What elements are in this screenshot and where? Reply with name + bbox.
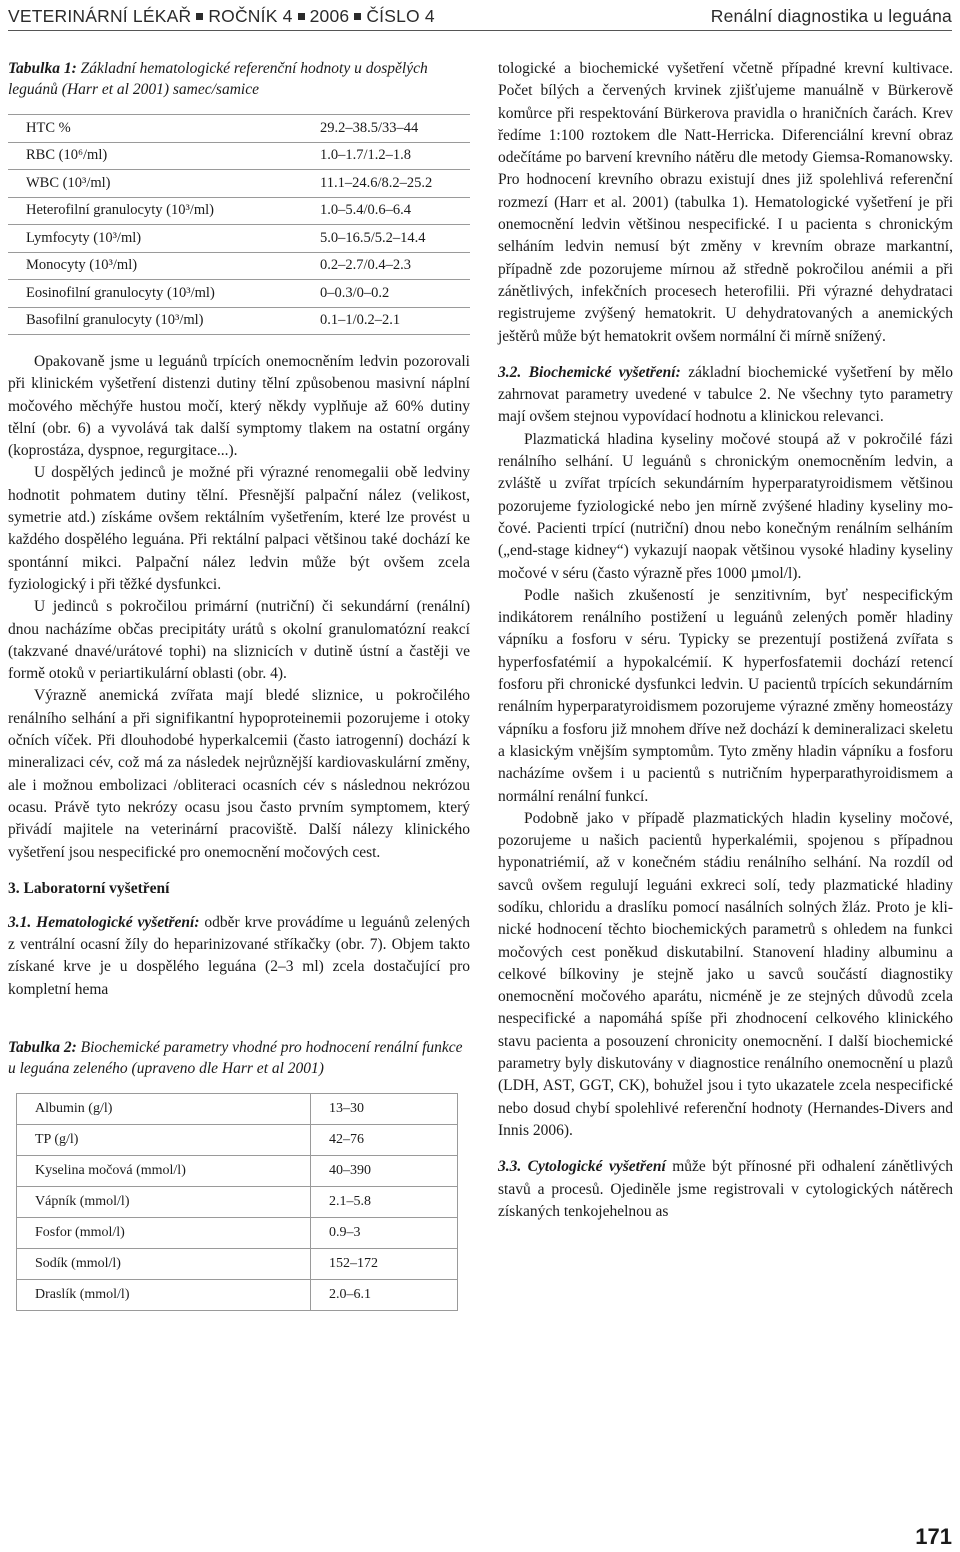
subsection-label: 3.1. Hematologické vyšetření: (8, 913, 200, 931)
subsection-label: 3.3. Cytologické vyšetření (498, 1158, 666, 1176)
value-cell: 0.2–2.7/0.4–2.3 (320, 252, 470, 280)
journal-name: VETERINÁRNÍ LÉKAŘ (8, 6, 192, 26)
subsection-label: 3.2. Biochemické vyšetření: (498, 363, 681, 381)
table-row (17, 1280, 458, 1311)
table2-caption (8, 1037, 470, 1079)
table-row (17, 1249, 458, 1280)
table2 (16, 1093, 458, 1311)
table1-label: Tabulka 1: (8, 60, 77, 77)
journal-volume: ROČNÍK 4 (208, 6, 293, 26)
section-title: Renální diagnostika u leguána (710, 6, 952, 26)
table-row (8, 197, 470, 225)
value-cell: 1.0–5.4/0.6–6.4 (320, 197, 470, 225)
section-heading: 3. Laboratorní vyšetření (8, 879, 170, 897)
page-header (8, 4, 952, 28)
param-cell: Basofilní granulocyty (10³/ml) (8, 307, 320, 335)
subsection-text: může být přínosné při odhalení zánětlivých stavů a procesů. Ojediněle jsme registrovali v cytologických nátěrech získaných tenkojehelnou as (498, 1158, 953, 1220)
separator-square-icon (298, 13, 305, 20)
paragraph: U dospělých jedinců je možné při výrazné renomegalii obě ledviny hodnotit pohmatem dutiny tělní. Přesnější palpační nález (velikost, symetrie atd.) získáme ovšem rektálním vyšetřením, které lze provést u každého dospělého leguána. Při rektální palpaci většinou také dochází ke spontánní mikci. Palpační nález ledvin může být ovšem zcela fyziologický i při těžké dysfunkci. (8, 464, 470, 593)
value-cell: 0.9–3 (311, 1218, 458, 1249)
left-body-text (8, 351, 470, 864)
param-cell: RBC (10⁶/ml) (8, 142, 320, 170)
param-cell: WBC (10³/ml) (8, 170, 320, 198)
value-cell: 40–390 (311, 1156, 458, 1187)
value-cell: 0.1–1/0.2–2.1 (320, 307, 470, 335)
subsection-3-3 (498, 1156, 953, 1223)
table-row (8, 142, 470, 170)
journal-info (8, 6, 435, 27)
paragraph: Podobně jako v případě plazmatických hladin kyseliny močové, pozorujeme u našich pacientů hyperkalémii, spojenou s případnou hyponatriémií, až v konečném stádiu renálního selhání. Na rozdíl od savců ovšem regulují leguáni exkreci solí, tedy plazmatické hladiny sodíku, chloridu a draslíku pomocí nasálních solných žláz. Proto je klinické hodnocení těchto biochemických parametrů s ohledem na funkci močových cest poněkud diskutabilní. Stanovení hladiny albuminu a celkové bílkoviny je stejně jako u savců součástí diagnostiky onemocnění močového aparátu, nicméně je ze stejných důvodů zcela nespecifické a napomáhá spíše při zhodnocení celkového klinického stavu pacienta a posouzení chronicity onemocnění. I další biochemické parametry byly diskutovány v diagnostice renálního onemocnění u plazů (LDH, AST, GGT, CK), bohužel jsou i tyto ukazatele zcela nespecifické nebo dosud chybí spolehlivé referenční hodnoty (Hernandes-Divers and Innis 2006). (498, 809, 953, 1139)
value-cell: 29.2–38.5/33–44 (320, 115, 470, 143)
table-row (17, 1125, 458, 1156)
header-rule (8, 30, 952, 31)
journal-issue: ČÍSLO 4 (366, 6, 435, 26)
value-cell: 0–0.3/0–0.2 (320, 280, 470, 308)
table-row (17, 1218, 458, 1249)
table-row (17, 1187, 458, 1218)
value-cell: 1.0–1.7/1.2–1.8 (320, 142, 470, 170)
table1-caption (8, 58, 470, 100)
param-cell: HTC % (8, 115, 320, 143)
param-cell: Albumin (g/l) (17, 1094, 311, 1125)
separator-square-icon (196, 13, 203, 20)
table2-label: Tabulka 2: (8, 1039, 77, 1057)
paragraph: Opakovaně jsme u leguánů trpících onemocněním ledvin pozorovali při klinickém vyšetření distenzi dutiny tělní způsobenou masivní náplní močového měchýře hustou močí, který někdy vyplňuje až 60% dutiny tělní (obr. 6) a vyvolává tak další symptomy tlakem na ostatní orgány (koprostáza, dyspnoe, regurgitace...). (8, 353, 470, 460)
subsection-text: odběr krve provádíme u leguánů zelených z ventrální ocasní žíly do heparinizované stříkačky (obr. 7). Objem takto získané krve je u dospělého leguána (2–3 ml) zcela dostačující pro kompletní hema (8, 913, 470, 998)
param-cell: Monocyty (10³/ml) (8, 252, 320, 280)
table-row (8, 280, 470, 308)
table-row (8, 115, 470, 143)
paragraph: tologické a biochemické vyšetření včetně případné krevní kultivace. Počet bílých a červených krvinek zjišťujeme manuálně v Bürkerově komůrce při respektování Bürkerova pravidla o hraničních čarách. Krev ředíme 1:100 roztokem dle Natt-Herricka. Diferenciální krevní obraz odečítáme po barvení krevního nátěru dle metody Giemsa-Romanowsky. Pro hodnocení krevního obrazu existují dnes již spolehlivá referenční rozmezí (Harr et al. 2001) (tabulka 1). Hematologické vyšetření je při onemocnění ledvin většinou nespecifické. I u pacienta s chronickým selháním ledvin nemusí být změny v krevním obraze markantní, případně zde pozorujeme mírnou až středně pokročilou anémii a při zánětlivých, infekčních procesech heterofilii. Při výrazné dehydrataci registrujeme zvýšený hematokrit. U dehydratovaných a anemických ještěrů může být hematokrit ovšem normální či mírně snížený. (498, 60, 953, 345)
param-cell: Lymfocyty (10³/ml) (8, 225, 320, 253)
subsection-3-2 (498, 362, 953, 429)
param-cell: TP (g/l) (17, 1125, 311, 1156)
table-row (8, 252, 470, 280)
subsection-text: základní biochemické vyšetření by mělo zahrnovat parametry uvedené v tabulce 2. Ne všechny tyto parametry mají ovšem stejnou vypovídací hodnotu a klinickou relevanci. (498, 363, 954, 426)
table1 (8, 114, 470, 335)
param-cell: Sodík (mmol/l) (17, 1249, 311, 1280)
value-cell: 5.0–16.5/5.2–14.4 (320, 225, 470, 253)
paragraph: Plazmatická hladina kyseliny močové stoupá až v pokročilé fázi renálního selhání. U leguánů s chronickým onemocněním ledvin, a zvláště u zvířat trpících sekundárním hyperparatyroidismem většinou pozorujeme fyziologické nebo jen mírně zvýšené hladiny kyseliny močové. Pacienti trpící (nutriční) dnou nebo konečným renálním selháním („end-stage kidney“) vykazují naopak většinou vysoké hladiny kyseliny močové v séru (často výrazně přes 1000 µmol/l). (498, 430, 953, 582)
right-column (498, 58, 953, 1223)
param-cell: Fosfor (mmol/l) (17, 1218, 311, 1249)
param-cell: Kyselina močová (mmol/l) (17, 1156, 311, 1187)
paragraph: U jedinců s pokročilou primární (nutriční) či sekundární (renální) dnou nacházíme občas precipitáty urátů s okolní granulomatózní reakcí (takzvané dnavé/urátové tophi) na sliznicích v dutině ústní a častěji ve formě otoků v periartikulární oblasti (obr. 4). (8, 598, 470, 683)
param-cell: Heterofilní granulocyty (10³/ml) (8, 197, 320, 225)
table-row (8, 307, 470, 335)
value-cell: 152–172 (311, 1249, 458, 1280)
value-cell: 2.0–6.1 (311, 1280, 458, 1311)
value-cell: 13–30 (311, 1094, 458, 1125)
page-number: 171 (915, 1524, 952, 1549)
param-cell: Vápník (mmol/l) (17, 1187, 311, 1218)
table-row (17, 1094, 458, 1125)
separator-square-icon (354, 13, 361, 20)
table-row (17, 1156, 458, 1187)
left-column (8, 58, 470, 1311)
value-cell: 2.1–5.8 (311, 1187, 458, 1218)
table1-caption-text: Základní hematologické referenční hodnoty u dospělých leguánů (Harr et al 2001) samec/samice (8, 60, 428, 98)
param-cell: Eosinofilní granulocyty (10³/ml) (8, 280, 320, 308)
paragraph: Podle našich zkušeností je senzitivním, byť nespecifickým indikátorem renálního postižení u leguánů zelených poměr hladiny vápníku a fosforu v séru. Typicky se prezentují postižená zvířata s hyperfosfatémií a hypokalcémií. K hyperfosfatemii dochází retencí fosforu při chronické dysfunkci ledvin. U pacientů trpících sekundárním renálním hyperparatyroidismem pozorujeme výrazné změny homeostázy vápníku a fosforu již mnohem dříve než dochází k demineralizaci skeletu a klasickým vnějším symptomům. Tyto změny hladin vápníku a fosforu nacházíme ovšem i u pacientů s nutričním hyperparathyroidismem a normální renální funkcí. (498, 586, 953, 805)
value-cell: 11.1–24.6/8.2–25.2 (320, 170, 470, 198)
journal-year: 2006 (309, 6, 350, 26)
param-cell: Draslík (mmol/l) (17, 1280, 311, 1311)
subsection-3-1 (8, 912, 470, 1001)
value-cell: 42–76 (311, 1125, 458, 1156)
table2-caption-text: Biochemické parametry vhodné pro hodnocení renální funkce u leguána zeleného (upraveno dle Harr et al 2001) (8, 1039, 463, 1078)
table-row (8, 225, 470, 253)
paragraph: Výrazně anemická zvířata mají bledé sliznice, u pokročilého renálního selhání a při signifikantní hypoproteinemii pozorujeme i otoky očních víček. Při dlouhodobé hyperkalcemii (často iatrogenní) dochází k mineralizaci cév, což má za následek nejrůznější kardiovaskulární změny, ale i možnou embolizaci /obliteraci ocasních cév s následnou nekrózou ocasu. Právě tyto nekrózy ocasu jsou často prvním symptomem, který přivádí majitele na veterinární pracoviště. Další nálezy klinického vyšetření jsou nespecifické pro onemocnění močových cest. (8, 687, 470, 861)
table-row (8, 170, 470, 198)
